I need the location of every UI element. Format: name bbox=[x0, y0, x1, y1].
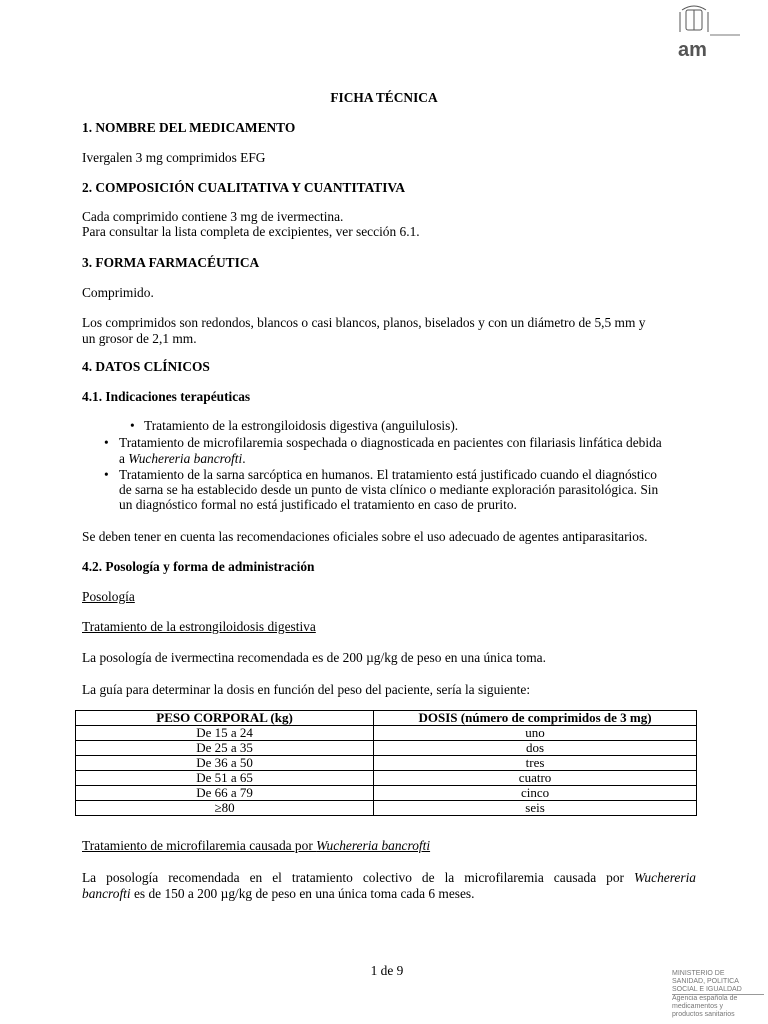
bullet-1: • bbox=[130, 418, 135, 433]
composition-line-1: Cada comprimido contiene 3 mg de ivermectina. bbox=[82, 209, 344, 224]
ministry-name-line: SOCIAL E IGUALDAD bbox=[672, 986, 764, 995]
strongyloidiasis-dose: La posología de ivermectina recomendada es de 200 µg/kg de peso en una única toma. bbox=[82, 650, 546, 665]
table-row bbox=[76, 741, 697, 756]
indication-3-line-2: de sarna se ha establecido desde un punto de vista clínico o mediante exploración parasitológica. Sin bbox=[119, 482, 659, 497]
weight-cell: De 66 a 79 bbox=[76, 786, 374, 801]
section-3-heading: 3. FORMA FARMACÉUTICA bbox=[82, 255, 260, 270]
weight-cell: De 51 a 65 bbox=[76, 771, 374, 786]
page-number: 1 de 9 bbox=[370, 963, 404, 978]
pharma-form: Comprimido. bbox=[82, 285, 154, 300]
indication-1: Tratamiento de la estrongiloidosis digestiva (anguilulosis). bbox=[144, 418, 459, 433]
svg-text:am: am bbox=[678, 39, 707, 60]
agency-name-line: productos sanitarios bbox=[672, 1011, 735, 1018]
page-title: FICHA TÉCNICA bbox=[330, 90, 438, 105]
section-4-2-heading: 4.2. Posología y forma de administración bbox=[82, 559, 315, 574]
indication-3-line-3: un diagnóstico formal no está justificado el tratamiento en caso de prurito. bbox=[119, 497, 517, 512]
section-2-heading: 2. COMPOSICIÓN CUALITATIVA Y CUANTITATIVA bbox=[82, 180, 406, 195]
microfilaremia-treatment-heading: Tratamiento de microfilaremia causada por Wuchereria bancrofti bbox=[82, 838, 431, 853]
agency-name-line: medicamentos y bbox=[672, 1003, 723, 1010]
weight-cell: De 36 a 50 bbox=[76, 756, 374, 771]
section-1-heading: 1. NOMBRE DEL MEDICAMENTO bbox=[82, 120, 296, 135]
table-header-row bbox=[76, 711, 697, 726]
ministry-crest-logo bbox=[670, 4, 740, 60]
table-row bbox=[76, 756, 697, 771]
weight-cell: ≥80 bbox=[76, 801, 374, 816]
tablet-description-line-2: un grosor de 2,1 mm. bbox=[82, 331, 197, 346]
dose-cell: tres bbox=[374, 756, 697, 771]
ministry-footer-logo bbox=[672, 970, 764, 1019]
bullet-3: • bbox=[104, 467, 109, 482]
column-header-dose: DOSIS (número de comprimidos de 3 mg) bbox=[374, 711, 697, 726]
posologia-heading: Posología bbox=[82, 589, 135, 604]
table-row bbox=[76, 771, 697, 786]
microfilaremia-dose-line-1: La posología recomendada en el tratamiento colectivo de la microfilaremia causada por Wuchereria bbox=[82, 870, 696, 885]
weight-cell: De 25 a 35 bbox=[76, 741, 374, 756]
tablet-description-line-1: Los comprimidos son redondos, blancos o casi blancos, planos, biselados y con un diámetro de 5,5 mm y bbox=[82, 315, 646, 330]
indication-3-line-1: Tratamiento de la sarna sarcóptica en humanos. El tratamiento está justificado cuando el diagnóstico bbox=[119, 467, 657, 482]
dose-cell: dos bbox=[374, 741, 697, 756]
agency-name-line: Agencia española de bbox=[672, 995, 738, 1002]
bullet-2: • bbox=[104, 435, 109, 450]
microfilaremia-dose-line-2: bancrofti es de 150 a 200 µg/kg de peso en una única toma cada 6 meses. bbox=[82, 886, 475, 901]
dose-cell: seis bbox=[374, 801, 697, 816]
ministry-name-line: SANIDAD, POLITICA bbox=[672, 978, 739, 985]
weight-cell: De 15 a 24 bbox=[76, 726, 374, 741]
official-recommendations-note: Se deben tener en cuenta las recomendaciones oficiales sobre el uso adecuado de agentes antiparasitarios. bbox=[82, 529, 648, 544]
dose-table bbox=[75, 710, 697, 816]
table-row bbox=[76, 786, 697, 801]
table-row bbox=[76, 726, 697, 741]
indication-2-line-2: a Wuchereria bancrofti. bbox=[119, 451, 246, 466]
section-4-heading: 4. DATOS CLÍNICOS bbox=[82, 359, 210, 374]
composition-line-2: Para consultar la lista completa de excipientes, ver sección 6.1. bbox=[82, 224, 420, 239]
dose-cell: cinco bbox=[374, 786, 697, 801]
dose-cell: uno bbox=[374, 726, 697, 741]
ministry-name-line: MINISTERIO DE bbox=[672, 970, 725, 977]
column-header-weight: PESO CORPORAL (kg) bbox=[76, 711, 374, 726]
indication-2-line-1: Tratamiento de microfilaremia sospechada o diagnosticada en pacientes con filariasis linfática debida bbox=[119, 435, 662, 450]
product-name: Ivergalen 3 mg comprimidos EFG bbox=[82, 150, 266, 165]
dose-cell: cuatro bbox=[374, 771, 697, 786]
table-row bbox=[76, 801, 697, 816]
strongyloidiasis-treatment-heading: Tratamiento de la estrongiloidosis digestiva bbox=[82, 619, 316, 634]
dose-guide-intro: La guía para determinar la dosis en función del peso del paciente, sería la siguiente: bbox=[82, 682, 531, 697]
section-4-1-heading: 4.1. Indicaciones terapéuticas bbox=[82, 389, 251, 404]
